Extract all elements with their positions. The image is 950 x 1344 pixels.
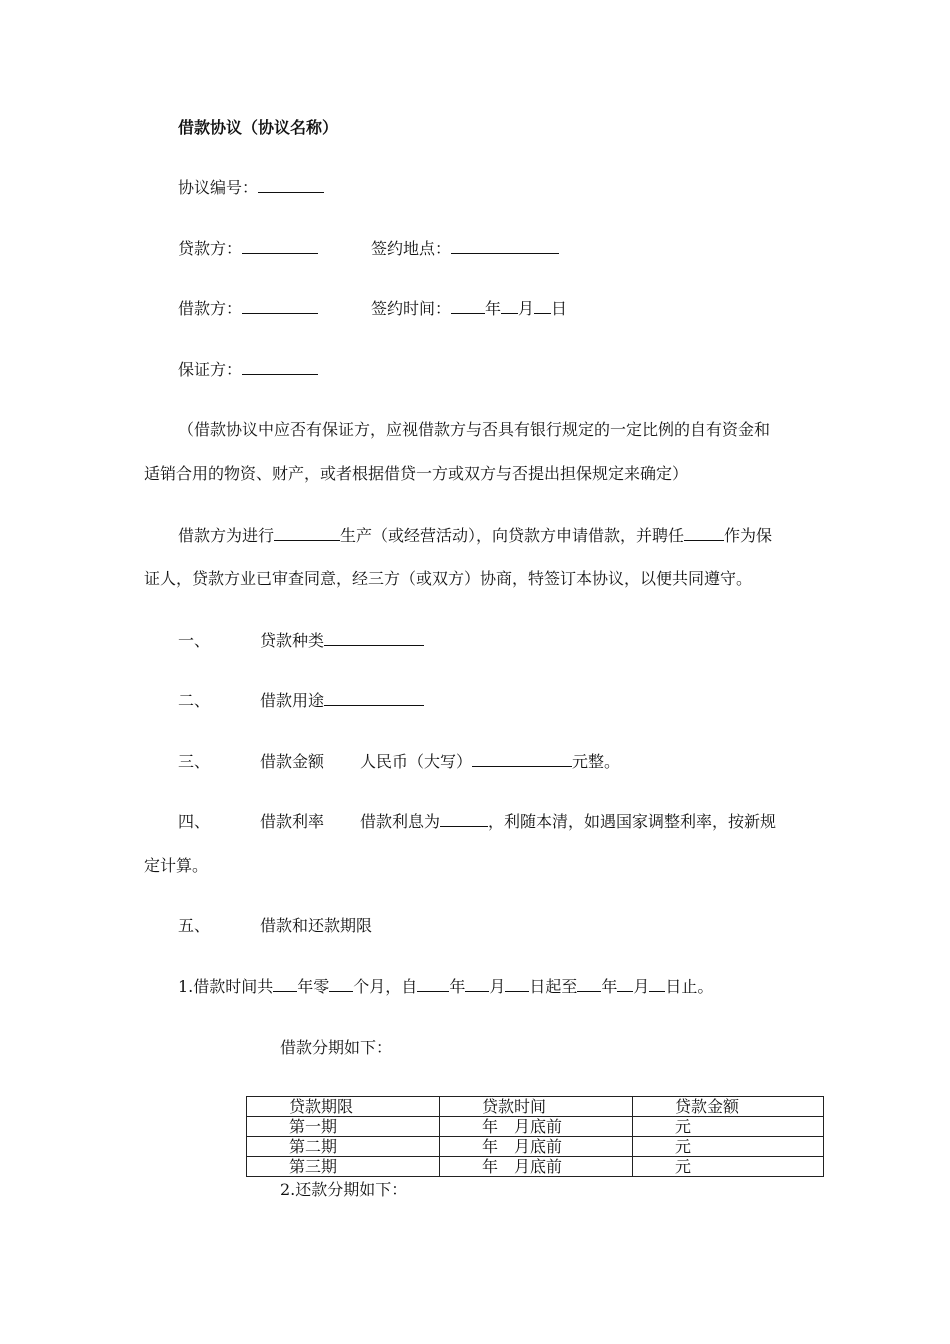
loan-period-text-a: 1.借款时间共 [178,977,274,996]
production-blank[interactable] [274,525,340,541]
installment-table [246,1096,824,1177]
section-1-title: 贷款种类 [260,631,325,650]
intro-line-1 [178,525,772,546]
section-2 [178,690,424,711]
signing-month-label: 月 [518,299,535,318]
table-cell: 第三期 [247,1157,440,1177]
loan-amount-blank[interactable] [472,751,572,767]
signing-year-blank[interactable] [451,298,485,314]
section-3-title: 借款金额 [260,752,325,771]
intro-text-b: 生产（或经营活动），向贷款方申请借款，并聘任 [340,526,685,545]
end-month-label: 月 [633,977,650,996]
repayment-label: 2.还款分期如下： [280,1180,408,1199]
section-4 [178,811,776,832]
signing-time-label: 签约时间： [371,299,452,318]
end-day-blank[interactable] [649,976,665,992]
intro-text-a: 借款方为进行 [178,526,275,545]
table-row [247,1137,824,1157]
section-4-number: 四、 [178,812,211,831]
start-day-blank[interactable] [505,976,529,992]
end-month-blank[interactable] [617,976,633,992]
borrower-blank[interactable] [242,298,318,314]
start-month-blank[interactable] [465,976,489,992]
section-5 [178,916,372,936]
loan-period-text-c: 个月，自 [353,977,418,996]
table-cell: 第一期 [247,1117,440,1137]
section-1-number: 一、 [178,631,211,650]
installments-label: 借款分期如下： [280,1038,393,1057]
start-year-blank[interactable] [417,976,449,992]
loan-period-line [178,976,713,997]
signing-year-label: 年 [485,299,502,318]
signing-place-label: 签约地点： [371,239,452,258]
section-1 [178,630,424,651]
period-months-blank[interactable] [329,976,353,992]
table-cell[interactable]: 年 月底前 [440,1137,633,1157]
table-header-cell: 贷款金额 [633,1097,824,1117]
end-year-label: 年 [601,977,618,996]
section-4-title: 借款利率 [260,812,325,831]
guarantor-name-blank[interactable] [684,525,724,541]
signing-month-blank[interactable] [501,298,518,314]
borrower-line [178,298,318,319]
document-title: 借款协议（协议名称） [178,118,339,137]
loan-period-text-b: 年零 [297,977,330,996]
table-cell[interactable]: 元 [633,1117,824,1137]
start-month-label: 月 [489,977,506,996]
section-2-number: 二、 [178,691,211,710]
loan-type-blank[interactable] [324,630,424,646]
table-cell[interactable]: 元 [633,1137,824,1157]
rmb-label: 人民币（大写） [360,752,473,771]
signing-day-label: 日 [551,299,568,318]
amount-suffix: 元整。 [572,752,621,771]
note-line-2: 适销合用的物资、财产，或者根据借贷一方或双方与否提出担保规定来确定） [144,464,689,483]
section-2-title: 借款用途 [260,691,325,710]
table-header-row [247,1097,824,1117]
end-year-blank[interactable] [577,976,601,992]
lender-blank[interactable] [242,238,318,254]
table-row [247,1117,824,1137]
interest-blank[interactable] [440,811,488,827]
interest-text: ，利随本清，如遇国家调整利率，按新规 [488,812,777,831]
end-day-label: 日止。 [665,977,714,996]
signing-place-blank[interactable] [451,238,559,254]
lender-label: 贷款方： [178,239,243,258]
table-header-cell: 贷款期限 [247,1097,440,1117]
table-cell[interactable]: 年 月底前 [440,1117,633,1137]
agreement-number-line [178,177,324,198]
section-5-number: 五、 [178,916,211,935]
guarantor-label: 保证方： [178,360,243,379]
period-years-blank[interactable] [273,976,297,992]
note-line-1: （借款协议中应否有保证方，应视借款方与否具有银行规定的一定比例的自有资金和 [178,420,771,439]
signing-day-blank[interactable] [534,298,551,314]
table-row [247,1157,824,1177]
lender-line [178,238,318,259]
section-3 [178,751,620,772]
guarantor-blank[interactable] [242,359,318,375]
table-header-cell: 贷款时间 [440,1097,633,1117]
start-day-label: 日起至 [529,977,578,996]
interest-label: 借款利息为 [360,812,441,831]
intro-line-2: 证人，贷款方业已审查同意，经三方（或双方）协商，特签订本协议，以便共同遵守。 [144,569,753,588]
loan-purpose-blank[interactable] [324,690,424,706]
agreement-number-label: 协议编号： [178,178,259,197]
table-cell[interactable]: 年 月底前 [440,1157,633,1177]
section-3-number: 三、 [178,752,211,771]
section-4-line-2: 定计算。 [144,856,209,875]
agreement-number-blank[interactable] [258,177,324,193]
borrower-label: 借款方： [178,299,243,318]
signing-place-line [371,238,559,259]
section-5-title: 借款和还款期限 [260,916,373,935]
start-year-label: 年 [449,977,466,996]
intro-text-c: 作为保 [724,526,773,545]
table-cell: 第二期 [247,1137,440,1157]
guarantor-line [178,359,318,380]
signing-time-line [371,298,567,319]
table-cell[interactable]: 元 [633,1157,824,1177]
